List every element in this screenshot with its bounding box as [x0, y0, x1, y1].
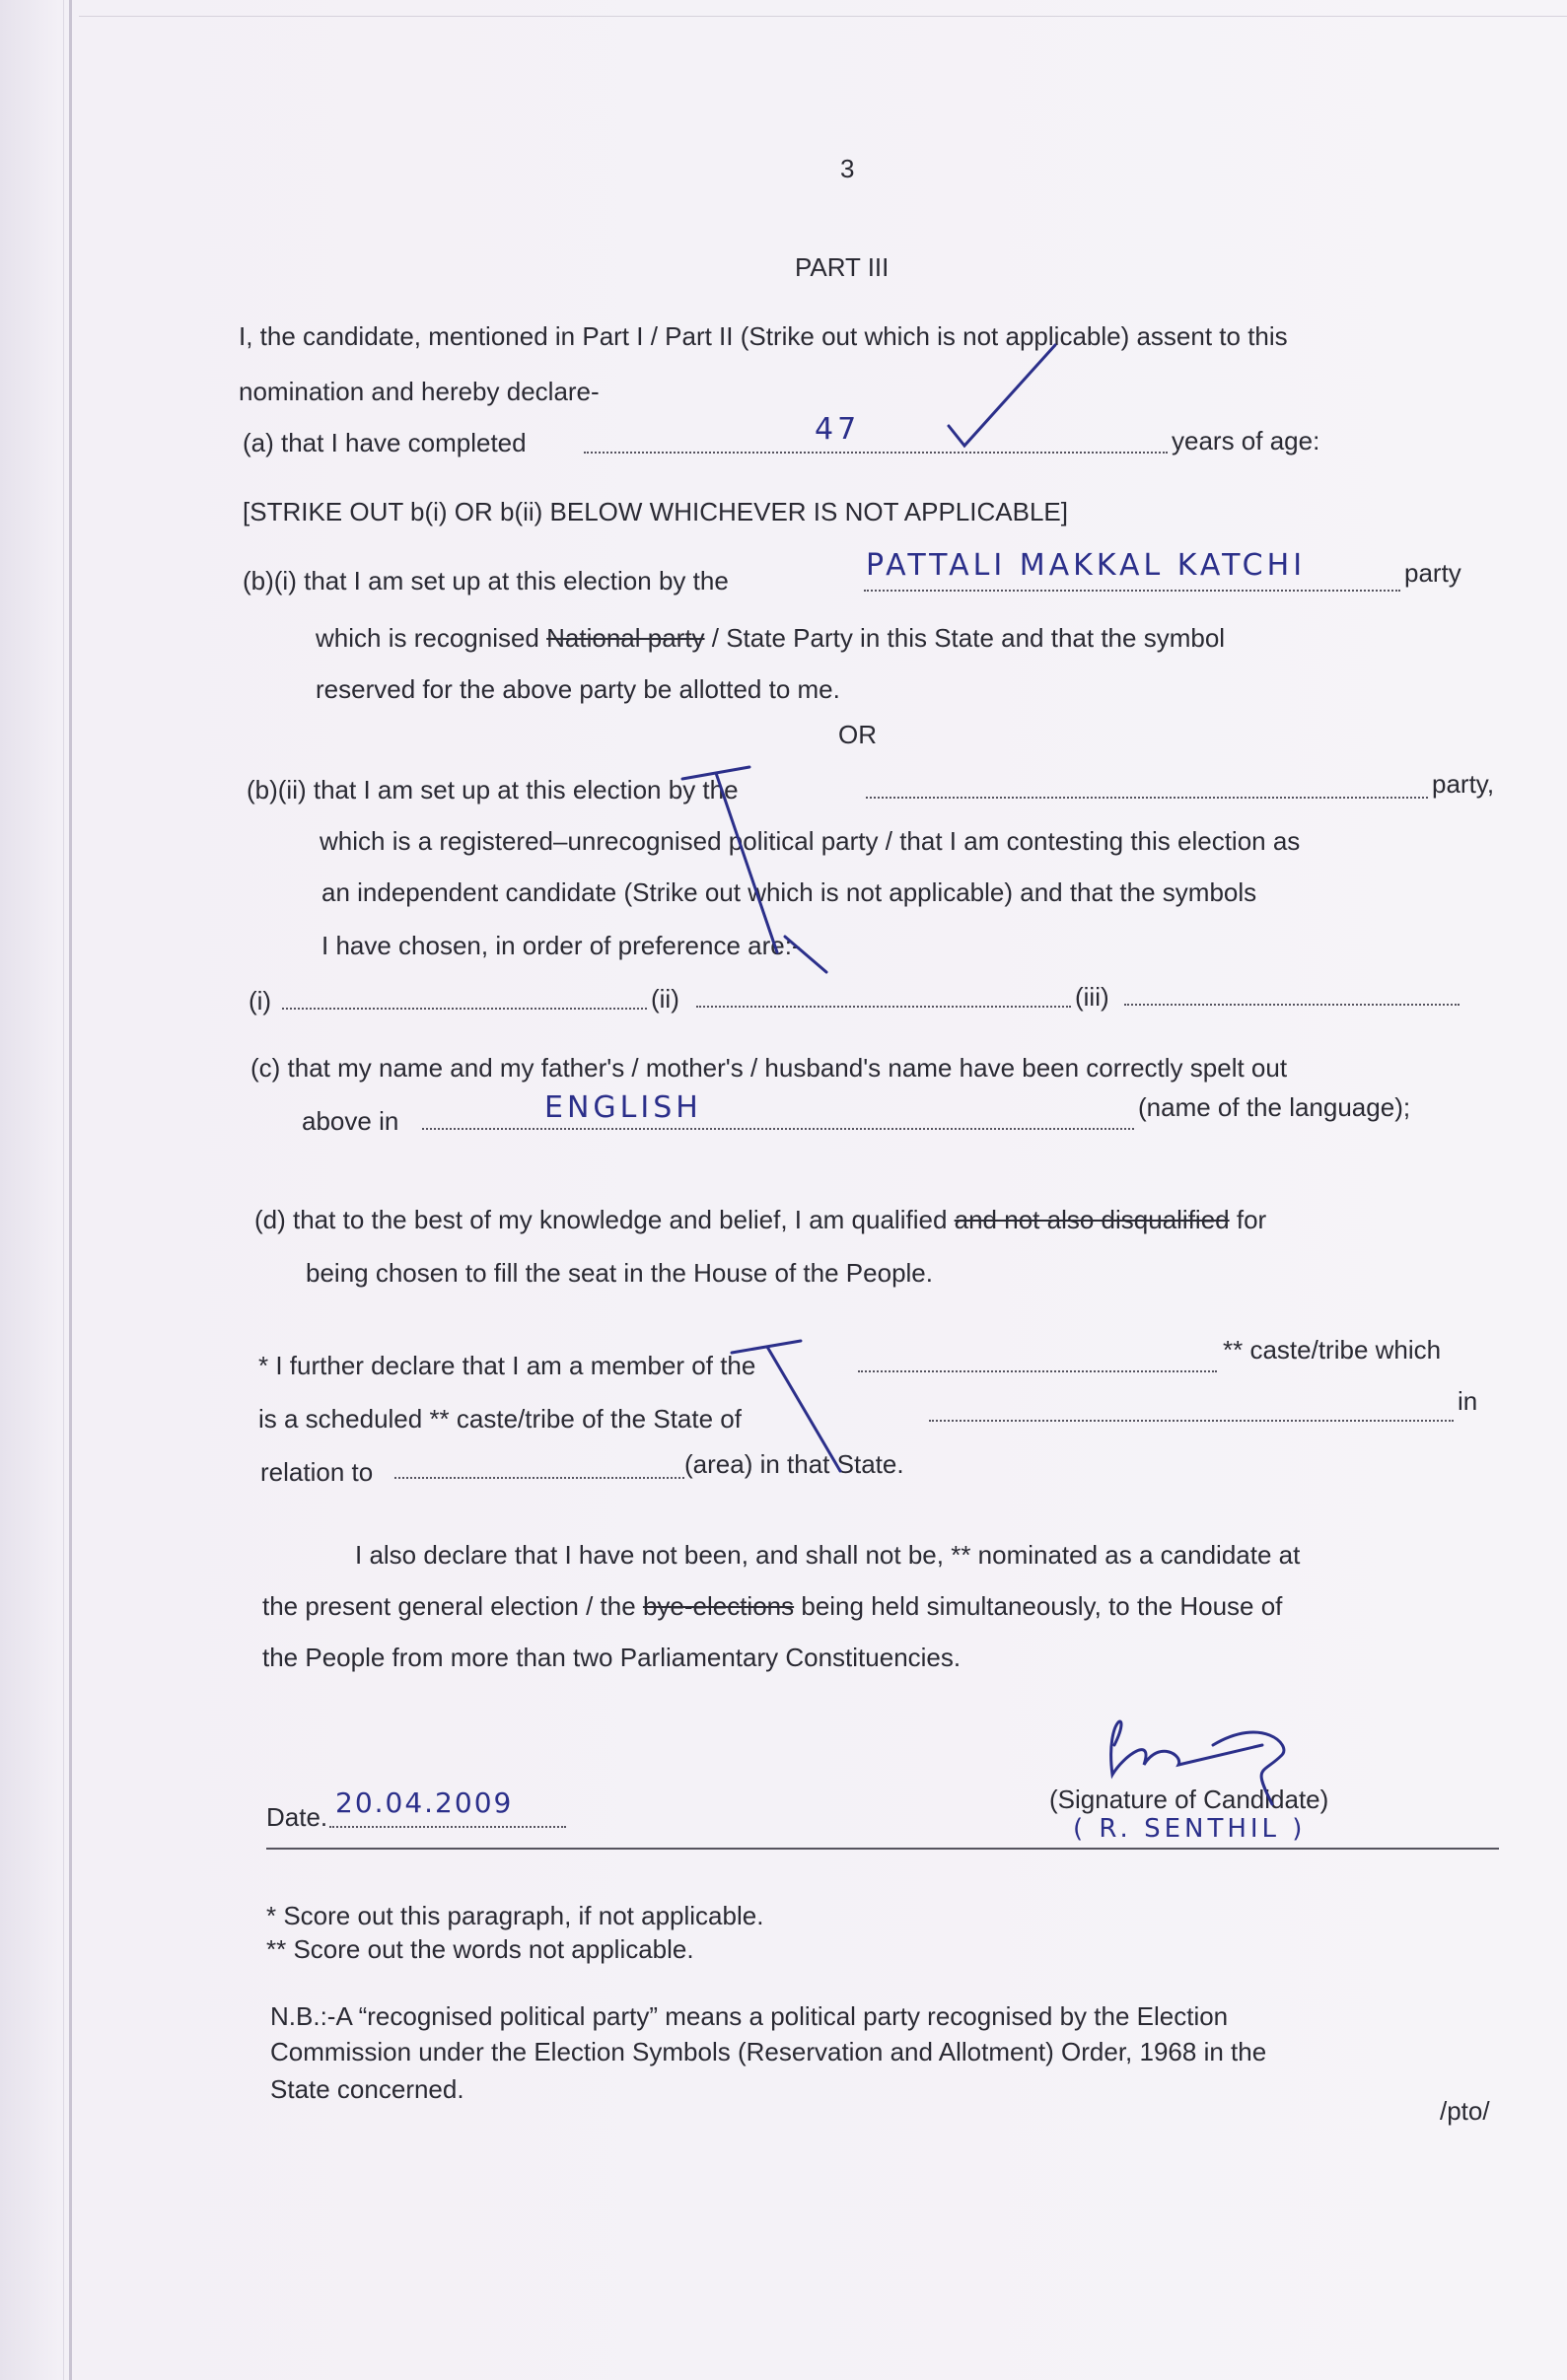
- clause-bii-line2: which is a registered–unrecognised political party / that I am contesting this election as: [320, 826, 1301, 856]
- clause-c-line1: (c) that my name and my father's / mother's / husband's name have been correctly spelt out: [250, 1053, 1288, 1083]
- check-mark-icon: [949, 345, 1055, 446]
- nb-line2: Commission under the Election Symbols (Reservation and Allotment) Order, 1968 in the: [270, 2037, 1267, 2066]
- clause-bii-label: (b)(ii) that I am set up at this election by the: [247, 775, 739, 805]
- clause-d-line1: (d) that to the best of my knowledge and belief, I am qualified and not also disqualified for: [254, 1205, 1267, 1234]
- nb-line1: N.B.:-A “recognised political party” means a political party recognised by the Election: [270, 2001, 1229, 2031]
- footnote-1: * Score out this paragraph, if not applicable.: [266, 1901, 764, 1930]
- pto-marker: /pto/: [1440, 2096, 1490, 2126]
- member-line2-b: in: [1458, 1386, 1478, 1416]
- strike-instruction: [STRIKE OUT b(i) OR b(ii) BELOW WHICHEVER IS NOT APPLICABLE]: [243, 497, 1068, 526]
- footnote-2: ** Score out the words not applicable.: [266, 1934, 694, 1964]
- date-value: 20.04.2009: [335, 1786, 514, 1819]
- member-line1-a: * I further declare that I am a member of the: [258, 1351, 756, 1380]
- symbol-i-label: (i): [249, 986, 272, 1015]
- declare-line2: the present general election / the bye-elections being held simultaneously, to the House of: [262, 1591, 1283, 1621]
- symbol-iii-label: (iii): [1075, 982, 1109, 1012]
- clause-bi-party-suffix: party: [1404, 558, 1461, 588]
- declare-line1: I also declare that I have not been, and shall not be, ** nominated as a candidate at: [355, 1540, 1301, 1570]
- member-line1-b: ** caste/tribe which: [1223, 1335, 1442, 1365]
- or-separator: OR: [838, 720, 877, 749]
- clause-c-above-in: above in: [302, 1106, 399, 1136]
- date-label: Date.: [266, 1802, 328, 1832]
- nb-line3: State concerned.: [270, 2074, 464, 2104]
- clause-bii-party-suffix: party,: [1432, 769, 1495, 799]
- clause-d-line2: being chosen to fill the seat in the House of the People.: [306, 1258, 933, 1288]
- member-line3-b: (area) in that State.: [684, 1449, 904, 1479]
- struck-disqualified: and not also disqualified: [954, 1205, 1230, 1234]
- symbol-ii-label: (ii): [651, 984, 679, 1014]
- clause-bi-line2: which is recognised National party / State Party in this State and that the symbol: [316, 623, 1226, 653]
- part-heading: PART III: [795, 252, 890, 282]
- member-line2-a: is a scheduled ** caste/tribe of the State of: [258, 1404, 742, 1434]
- signature-icon: [1111, 1721, 1284, 1804]
- clause-bii-line3: an independent candidate (Strike out which is not applicable) and that the symbols: [321, 877, 1257, 907]
- clause-c-suffix: (name of the language);: [1138, 1092, 1411, 1122]
- member-line3-a: relation to: [260, 1457, 374, 1487]
- strike-cross-bii: [682, 767, 826, 972]
- age-clause-suffix: years of age:: [1172, 426, 1320, 455]
- party-name-value: PATTALI MAKKAL KATCHI: [866, 548, 1307, 583]
- clause-bi-line3: reserved for the above party be allotted to me.: [316, 674, 840, 704]
- struck-national-party: National party: [546, 623, 705, 653]
- clause-bi-label: (b)(i) that I am set up at this election by the: [243, 566, 729, 595]
- struck-bye-elections: bye-elections: [642, 1591, 795, 1621]
- language-value: ENGLISH: [544, 1090, 702, 1125]
- intro-line-2: nomination and hereby declare-: [239, 377, 600, 406]
- strike-cross-member: [732, 1341, 840, 1471]
- page-number: 3: [840, 154, 855, 183]
- struck-text: Strike out which is not applicable) assent to this: [748, 321, 1288, 351]
- age-value: 47: [815, 412, 861, 447]
- candidate-name: ( R. SENTHIL ): [1073, 1814, 1307, 1844]
- signature-caption: (Signature of Candidate): [1049, 1785, 1329, 1814]
- intro-line-1: I, the candidate, mentioned in Part I / Part II (Strike out which is not applicable) assent to this: [239, 321, 1288, 351]
- age-clause-label: (a) that I have completed: [243, 428, 527, 457]
- declare-line3: the People from more than two Parliamentary Constituencies.: [262, 1643, 962, 1672]
- clause-bii-line4: I have chosen, in order of preference are:-: [321, 931, 801, 960]
